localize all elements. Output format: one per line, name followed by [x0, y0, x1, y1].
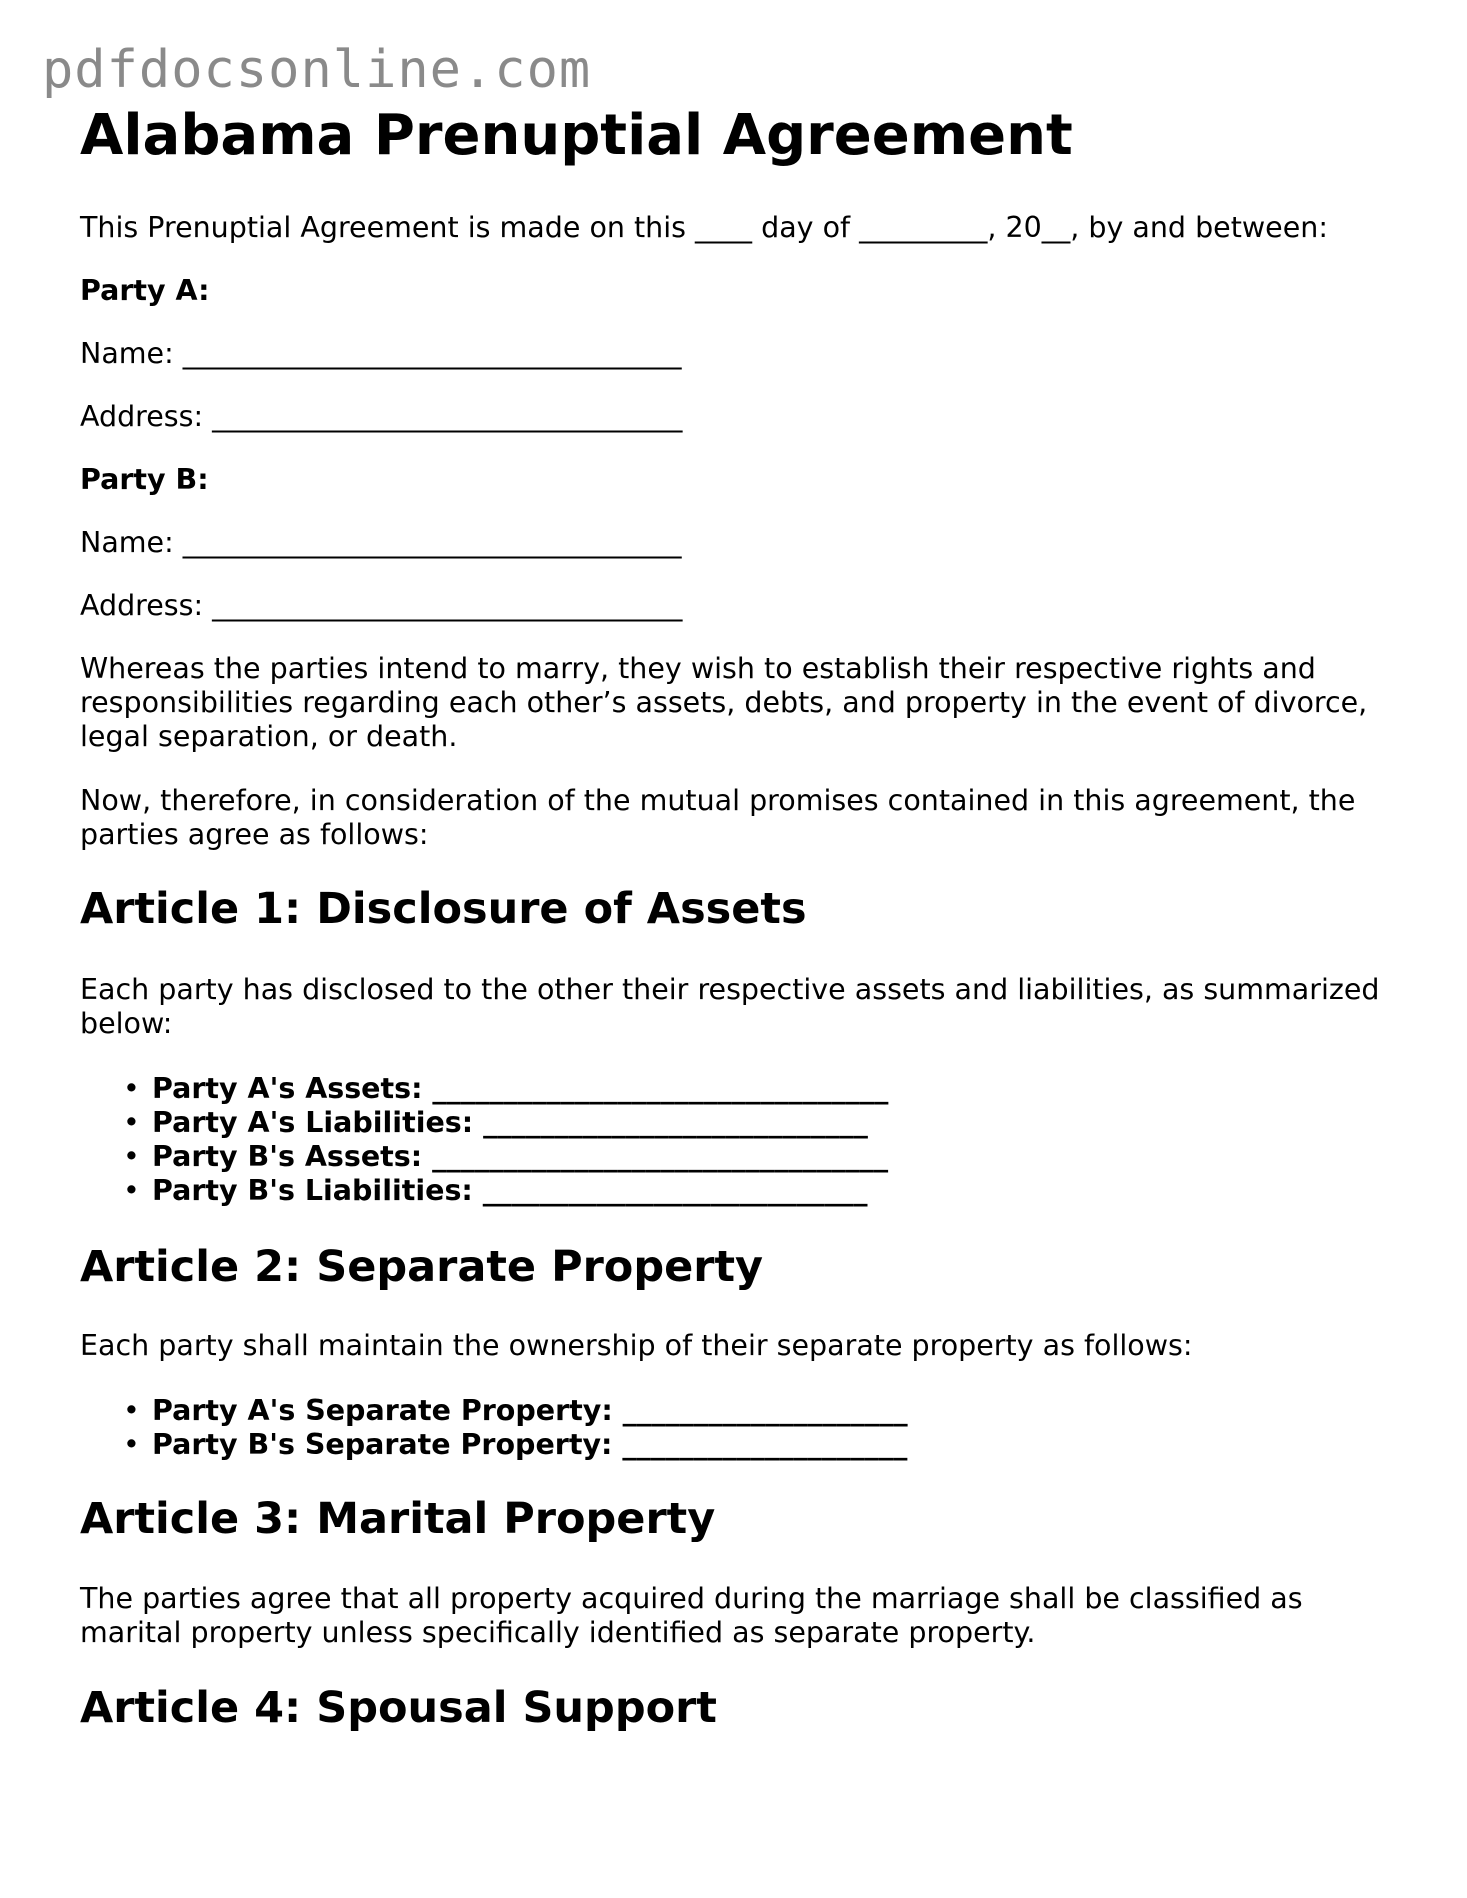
- party-b-heading: Party B:: [80, 463, 209, 496]
- bullet-icon: •: [123, 1140, 140, 1173]
- now-therefore-paragraph: Now, therefore, in consideration of the mutual promises contained in this agreement, the parties agree as follows:: [80, 784, 1356, 851]
- bullet-icon: •: [123, 1072, 140, 1105]
- list-item[interactable]: • Party A's Assets: ________________________________: [123, 1072, 889, 1105]
- article-1-heading: Article 1: Disclosure of Assets: [80, 884, 807, 934]
- article-2-heading: Article 2: Separate Property: [80, 1242, 764, 1292]
- whereas-paragraph: Whereas the parties intend to marry, they wish to establish their respective rights and responsibilities regarding each other’s assets, debts, and property in the event of divorce, legal separation, or death.: [80, 652, 1368, 753]
- list-item[interactable]: • Party A's Liabilities: ___________________________: [123, 1106, 868, 1139]
- list-item[interactable]: • Party B's Liabilities: ___________________________: [123, 1174, 868, 1207]
- party-a-name-field[interactable]: Name: ___________________________________: [80, 337, 682, 370]
- article-4-heading: Article 4: Spousal Support: [80, 1683, 717, 1733]
- party-a-heading: Party A:: [80, 274, 210, 307]
- list-item[interactable]: • Party B's Assets: ________________________________: [123, 1140, 889, 1173]
- article-2-text: Each party shall maintain the ownership of their separate property as follows:: [80, 1329, 1193, 1362]
- party-a-address-field[interactable]: Address: _________________________________: [80, 400, 683, 433]
- article-1-text: Each party has disclosed to the other their respective assets and liabilities, as summarized below:: [80, 973, 1380, 1040]
- document-title: Alabama Prenuptial Agreement: [80, 103, 1073, 168]
- bullet-icon: •: [123, 1106, 140, 1139]
- article-3-heading: Article 3: Marital Property: [80, 1494, 716, 1544]
- list-item[interactable]: • Party B's Separate Property: ____________________: [123, 1428, 908, 1461]
- party-b-name-field[interactable]: Name: ___________________________________: [80, 526, 682, 559]
- article-1-list: [80, 1072, 888, 1208]
- intro-line: This Prenuptial Agreement is made on this ____ day of _________, 20__, by and between:: [80, 211, 1328, 244]
- list-item[interactable]: • Party A's Separate Property: ____________________: [123, 1394, 908, 1427]
- bullet-icon: •: [123, 1428, 140, 1461]
- article-2-list: [80, 1394, 908, 1462]
- article-3-text: The parties agree that all property acquired during the marriage shall be classified as marital property unless specifically identified as separate property.: [80, 1582, 1303, 1649]
- watermark: pdfdocsonline.com: [42, 40, 592, 100]
- bullet-icon: •: [123, 1394, 140, 1427]
- bullet-icon: •: [123, 1174, 140, 1207]
- party-b-address-field[interactable]: Address: _________________________________: [80, 589, 683, 622]
